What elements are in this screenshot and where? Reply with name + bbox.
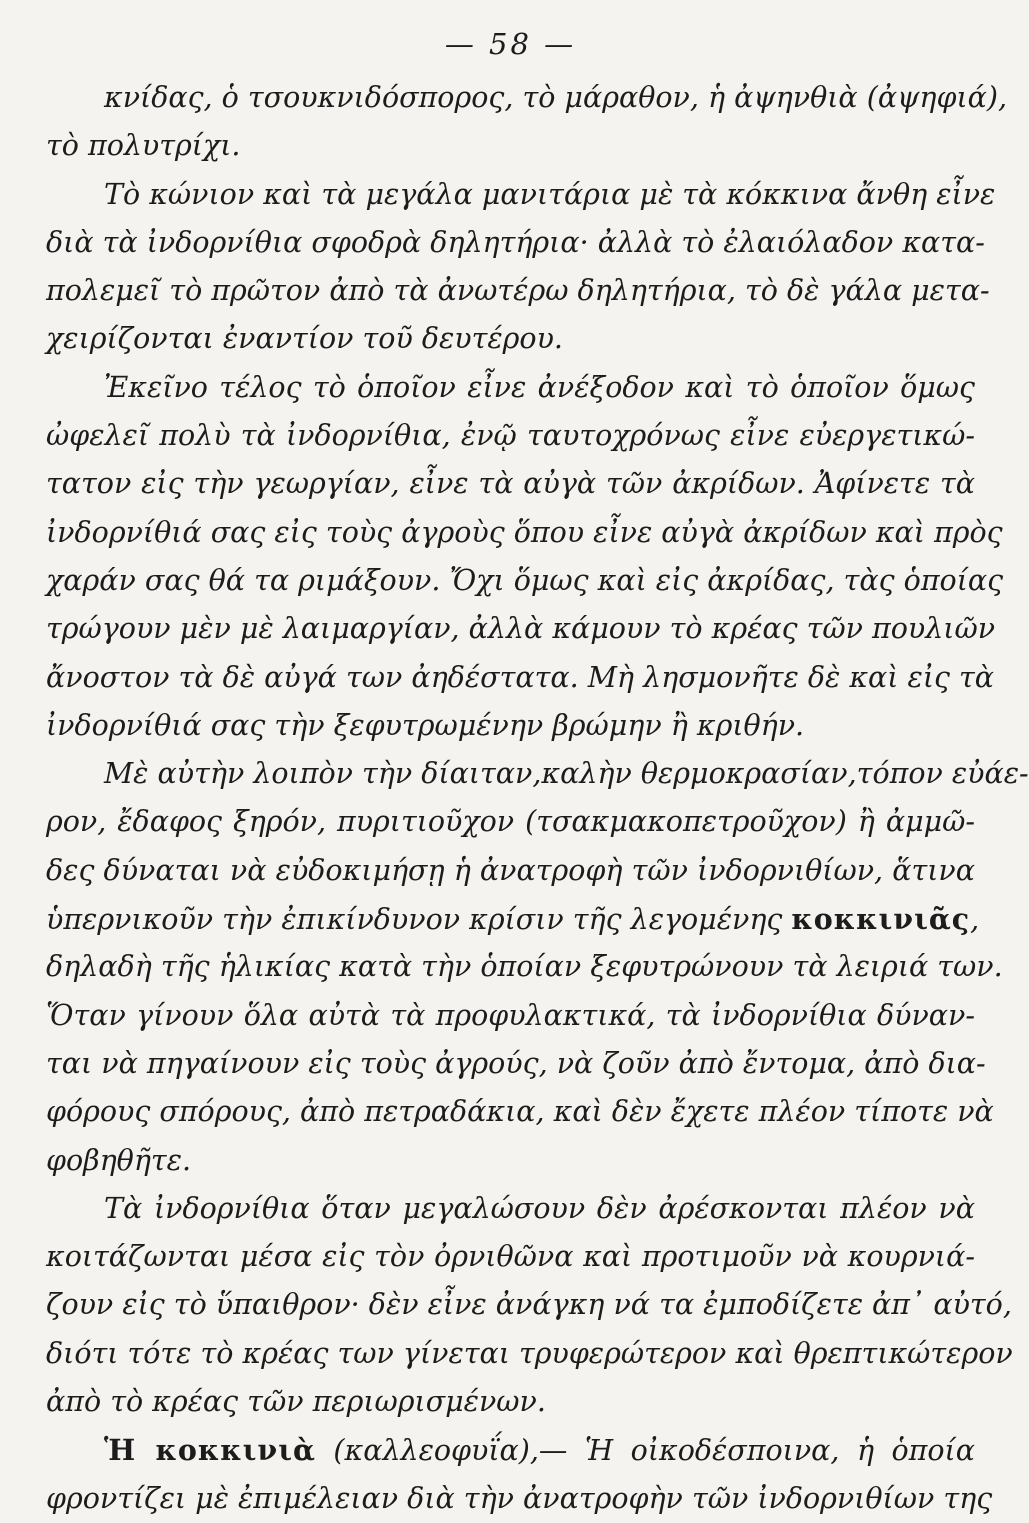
page-number: — 58 —: [444, 27, 577, 61]
text-line: φοβηθῆτε.: [46, 1143, 192, 1177]
text-line: φόρους σπόρους, ἀπὸ πετραδάκια, καὶ δὲν ἔχετε πλέον τίποτε νὰ: [46, 1095, 994, 1129]
text-line: Τὸ κώνιον καὶ τὰ μεγάλα μανιτάρια μὲ τὰ κόκκινα ἄνθη εἶνε: [104, 177, 996, 211]
text-line: ἀπὸ τὸ κρέας τῶν περιωρισμένων.: [46, 1385, 546, 1419]
text-line: ἰνδορνίθιά σας τὴν ξεφυτρωμένην βρώμην ἢ κριθήν.: [46, 708, 805, 742]
text-line: Μὲ αὐτὴν λοιπὸν τὴν δίαιταν,καλὴν θερμοκρασίαν,τόπον εὐάε-: [104, 757, 1029, 791]
text-line: ὑπερνικοῦν τὴν ἐπικίνδυνον κρίσιν τῆς λεγομένης κοκκινιᾶς,: [46, 902, 980, 937]
text-line: Τὰ ἰνδορνίθια ὅταν μεγαλώσουν δὲν ἀρέσκονται πλέον νὰ: [104, 1191, 975, 1225]
text-line: τρώγουν μὲν μὲ λαιμαργίαν, ἀλλὰ κάμουν τὸ κρέας τῶν πουλιῶν: [46, 612, 996, 646]
section-heading: Ἡ κοκκινιὰ: [104, 1433, 316, 1468]
text-line: ται νὰ πηγαίνουν εἰς τοὺς ἀγρούς, νὰ ζοῦν ἀπὸ ἔντομα, ἀπὸ δια-: [46, 1046, 986, 1080]
text-line: πολεμεῖ τὸ πρῶτον ἀπὸ τὰ ἀνωτέρω δηλητήρια, τὸ δὲ γάλα μετα-: [46, 274, 990, 308]
text-line: τατον εἰς τὴν γεωργίαν, εἶνε τὰ αὐγὰ τῶν ἀκρίδων. Ἀφίνετε τὰ: [46, 467, 975, 501]
text-line: δες δύναται νὰ εὐδοκιμήσῃ ἡ ἀνατροφὴ τῶν ἰνδορνιθίων, ἅτινα: [46, 853, 975, 887]
body-text: [46, 74, 1029, 1523]
paragraph: [46, 1185, 1013, 1426]
paragraph: [46, 364, 1004, 750]
paragraph: [46, 1426, 993, 1523]
text-line: Ὅταν γίνουν ὅλα αὐτὰ τὰ προφυλακτικά, τὰ ἰνδορνίθια δύναν-: [46, 998, 975, 1032]
text-line: ζουν εἰς τὸ ὕπαιθρον· δὲν εἶνε ἀνάγκη νά τα ἐμποδίζετε ἀπ᾽ αὐτό,: [46, 1288, 1012, 1322]
text-line: Ἐκεῖνο τέλος τὸ ὁποῖον εἶνε ἀνέξοδον καὶ τὸ ὁποῖον ὅμως: [104, 370, 975, 404]
text-line: διὰ τὰ ἰνδορνίθια σφοδρὰ δηλητήρια· ἀλλὰ τὸ ἐλαιόλαδον κατα-: [46, 225, 985, 259]
text-line: ἰνδορνίθιά σας εἰς τοὺς ἀγροὺς ὅπου εἶνε αὐγὰ ἀκρίδων καὶ πρὸς: [46, 515, 1003, 549]
text-line: τὸ πολυτρίχι.: [46, 129, 241, 163]
text-line: κοιτάζωνται μέσα εἰς τὸν ὀρνιθῶνα καὶ προτιμοῦν νὰ κουρνιά-: [46, 1240, 975, 1274]
text-line: Ἡ κοκκινιὰ (καλλεοφυΐα),— Ἡ οἰκοδέσποινα, ἡ ὁποία: [104, 1433, 975, 1468]
text-line: ὠφελεῖ πολὺ τὰ ἰνδορνίθια, ἐνῷ ταυτοχρόνως εἶνε εὐεργετικώ-: [46, 419, 975, 453]
text-line: δηλαδὴ τῆς ἡλικίας κατὰ τὴν ὁποίαν ξεφυτρώνουν τὰ λειριά των.: [46, 950, 1003, 984]
text-line: φροντίζει μὲ ἐπιμέλειαν διὰ τὴν ἀνατροφὴν τῶν ἰνδορνιθίων της: [46, 1481, 993, 1515]
text-line: κνίδας, ὁ τσουκνιδόσπορος, τὸ μάραθον, ἡ ἀψηνθιὰ (ἀψηφιά),: [104, 81, 1008, 114]
text-line: ρον, ἔδαφος ξηρόν, πυριτιοῦχον (τσακμακοπετροῦχον) ἢ ἀμμῶ-: [46, 805, 975, 839]
text-line: διότι τότε τὸ κρέας των γίνεται τρυφερώτερον καὶ θρεπτικώτερον: [46, 1336, 1013, 1370]
text-line: χαράν σας θά τα ριμάξουν. Ὄχι ὅμως καὶ εἰς ἀκρίδας, τὰς ὁποίας: [46, 563, 1004, 597]
paragraph: [46, 171, 996, 364]
text-line: χειρίζονται ἐναντίον τοῦ δευτέρου.: [46, 322, 563, 356]
paragraph: [46, 750, 1029, 1185]
text-line: ἄνοστον τὰ δὲ αὐγά των ἀηδέστατα. Μὴ λησμονῆτε δὲ καὶ εἰς τὰ: [46, 660, 995, 694]
bold-term: κοκκινιᾶς: [791, 902, 971, 937]
paragraph: [46, 74, 1008, 171]
